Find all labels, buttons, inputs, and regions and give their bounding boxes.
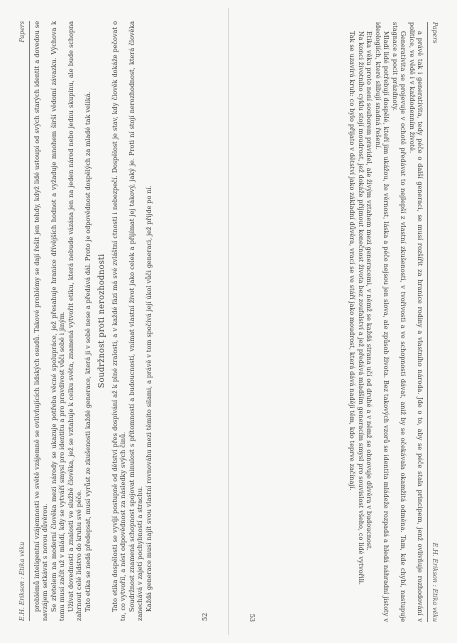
- right-paragraph: Tak se uzavírá kruh: co bylo přijato v dětství jako základní důvěra, vrací se ve stáří jako moudrost, která dává naději těm, kdo teprve začínají.: [348, 31, 357, 491]
- right-page-header: [428, 22, 439, 622]
- left-paragraph: Soudržnost znamená schopnost spojovat minulost s přítomností a budoucností, vnímat vlastní život jako celek a přijímat jej takový, jaký je. Proti ní stojí nerozhodnost, která člověka zanechává v zajetí pochybností a strachu.: [127, 21, 144, 621]
- right-paragraph: Etika věku proto není souborem pravidel, ale živým vztahem mezi generacemi, v němž se každá strana učí od druhé a v němž se obnovuje důvěra v budoucnost.: [365, 31, 374, 551]
- right-paragraph: Mladí lidé potřebují dospělé, kteří jim ukážou, že věrnost, láska a péče nejsou jen slova, ale způsob života. Bez takových vzorů se identita mládeže rozpadá a hledá náhradní jistoty v ideologiích, které slibují snadná řešení.: [374, 22, 391, 622]
- page-gutter: [228, 8, 229, 635]
- section-heading: Soudržnost proti nerozhodnosti: [97, 253, 106, 389]
- left-paragraph: Tato etika se nedá předepsat, musí vyrůst ze zkušenosti každé generace, která ji v sobě nese a předává dál. Proto je odpovědnost dospělých za mladé tak veliká.: [83, 91, 92, 612]
- left-header-section: Papers: [19, 21, 26, 43]
- left-paragraph: Se zřetelem na moderní člověka mezi národy se ukazuje potřeba věcné spolupráce, jež přesahuje hranice dřívějších hodnot a vyžaduje mnohem širší vědomí závazku. Výchova k tomu musí začít už v mládí, kdy se vytváří smysl pro identitu a pro pravdivost vůči sobě i jiným.: [49, 21, 66, 621]
- left-paragraph: Každá generace musí najít svou vlastní rovnováhu mezi těmito silami, a právě v tom spočívá její úkol vůči generaci, jež přijde po ní.: [144, 185, 153, 612]
- left-paragraph: Užívat dovednosti a znalosti ve službě člověka, jež se vztahuje k celku světa, znamená vytvořit etiku, která nebude vázána jen na jeden národ nebo jednu skupinu, ale bude schopna zahrnout celé lidstvo do kruhu své péče.: [66, 21, 83, 621]
- left-page-header: [19, 21, 30, 621]
- right-paragraph: Na konci životního cyklu stojí moudrost, jež dokáže přijmout konečnost života bez zoufalství a jež předává mladším generacím smysl pro souvislost všeho, co lidé vytvořili.: [357, 31, 365, 585]
- right-header-author: E.H. Erikson : Etika věku: [431, 542, 438, 622]
- right-header-section: Papers: [431, 22, 438, 44]
- right-page: [248, 22, 438, 622]
- left-header-author: E.H. Erikson : Etika věku: [19, 541, 26, 621]
- left-paragraph: Tato etika dospělosti se vyvíjí postupně od dětství přes dospívání až k plné zralosti, a v každé fázi má své zvláštní ctnosti i nebezpečí. Dospělost je stav, kdy člověk dokáže pečovat o to, co vytvořil, a nést odpovědnost za následky svých činů.: [110, 21, 127, 621]
- left-page-number: 52: [200, 612, 209, 621]
- right-paragraph: Generativita se projevuje v ochotě předávat to nejlepší z vlastní zkušenosti, v tvořivosti a ve schopnosti dávat, aniž by se očekávala okamžitá odměna. Tam, kde chybí, nastupuje stagnace a pocit prázdnoty.: [391, 22, 408, 622]
- right-page-number: 53: [248, 613, 257, 622]
- left-page: [19, 21, 209, 621]
- right-paragraph: a právě tak i generativita, tedy péče o další generaci, se musí rozšířit za hranice rodiny a vlastního národa. Jde o to, aby se péče stala principem, jenž ovlivňuje rozhodování v politice, ve vědě i v každodenním životě.: [408, 22, 425, 622]
- left-paragraph: problémů inteligentní vzájemnosti ve světě vzájemně se ovlivňujících lidských osudů. Takové problémy se dají řešit jen tehdy, když lidé ustoupí od svých starých identit a dovedou se navzájem setkávat s novou důvěrou.: [32, 21, 49, 621]
